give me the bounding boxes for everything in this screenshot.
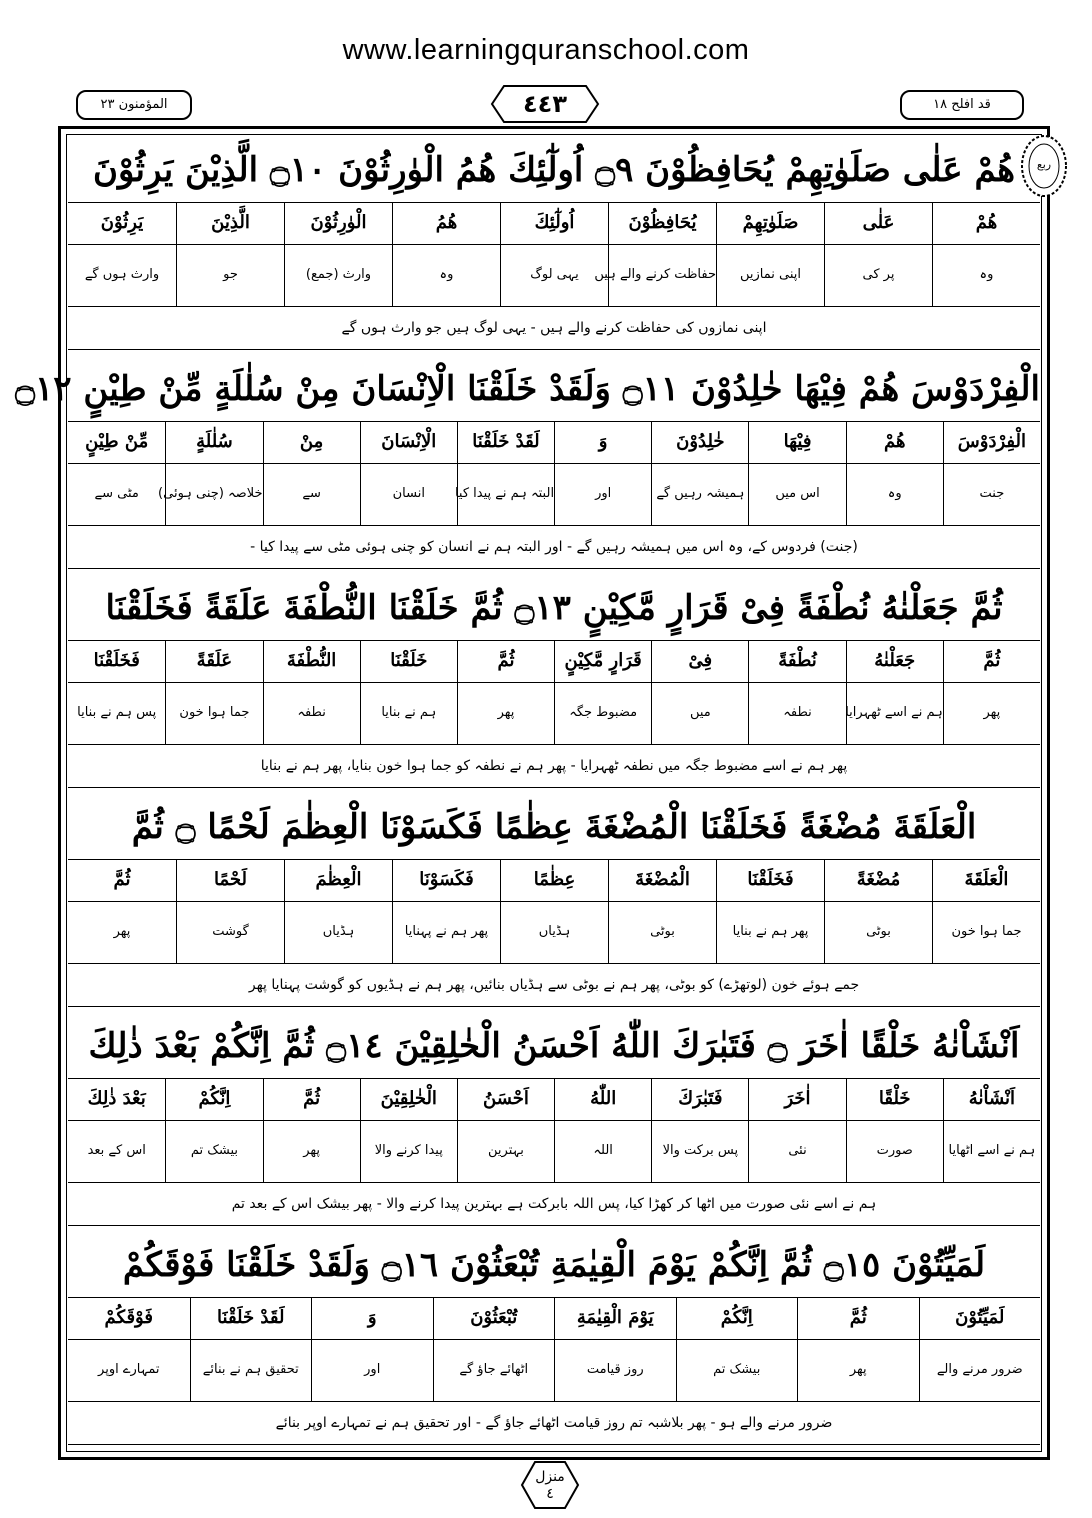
urdu-meaning-cell: یہی لوگ	[500, 245, 608, 307]
arabic-word-cell: ثُمَّ	[263, 1079, 360, 1121]
urdu-meaning-cell: پھر ہم نے بنایا	[716, 902, 824, 964]
urdu-meaning-cell: پھر	[943, 683, 1040, 745]
urdu-meaning-cell: بیشک تم	[165, 1121, 262, 1183]
page-number-text: ٤٤٣	[523, 90, 567, 118]
arabic-word-cell: صَلَوٰتِهِمْ	[716, 203, 824, 245]
urdu-meaning-cell: میں	[651, 683, 748, 745]
website-url: www.learningquranschool.com	[342, 34, 750, 66]
urdu-meaning-cell: نطفہ	[748, 683, 845, 745]
urdu-meaning-cell: بیشک تم	[676, 1340, 798, 1402]
urdu-meaning-cell: وارث (جمع)	[284, 245, 392, 307]
arabic-word-cell: فَتَبٰرَكَ	[651, 1079, 748, 1121]
urdu-meaning-cell: ہم نے اسے ٹھہرایا	[846, 683, 943, 745]
manzil-marker	[520, 1460, 580, 1510]
arabic-word-cell: عَلَقَةً	[165, 641, 262, 683]
urdu-meaning-cell: ہڈیاں	[500, 902, 608, 964]
urdu-meaning-cell: انسان	[360, 464, 457, 526]
word-row	[68, 421, 1040, 464]
meaning-row	[68, 1339, 1040, 1402]
arabic-word-cell: لَقَدْ خَلَقْنَا	[190, 1298, 312, 1340]
arabic-word-cell: ثُمَّ	[457, 641, 554, 683]
arabic-word-cell: هُمْ	[932, 203, 1040, 245]
arabic-word-cell: الْمُضْغَةَ	[608, 860, 716, 902]
arabic-word-cell: الْوٰرِثُوْنَ	[284, 203, 392, 245]
urdu-meaning-cell: گوشت	[176, 902, 284, 964]
urdu-meaning-cell: روز قیامت	[554, 1340, 676, 1402]
urdu-meaning-cell: حفاظت کرنے والے ہیں	[608, 245, 716, 307]
page-number	[490, 84, 600, 124]
arabic-word-cell: يُحَافِظُوْنَ	[608, 203, 716, 245]
urdu-meaning-cell: جو	[176, 245, 284, 307]
urdu-meaning-cell: پیدا کرنے والا	[360, 1121, 457, 1183]
urdu-meaning-cell: مضبوط جگہ	[554, 683, 651, 745]
arabic-word-cell: عِظٰمًا	[500, 860, 608, 902]
arabic-word-cell: اِنَّكُمْ	[676, 1298, 798, 1340]
arabic-word-cell: لَمَيِّتُوْنَ	[919, 1298, 1041, 1340]
urdu-meaning-cell: جما ہوا خون	[932, 902, 1040, 964]
arabic-word-cell: خَلْقًا	[846, 1079, 943, 1121]
urdu-meaning-cell: ضرور مرنے والے	[919, 1340, 1041, 1402]
urdu-meaning-cell: تحقیق ہم نے بنائے	[190, 1340, 312, 1402]
arabic-word-cell: مُضْغَةً	[824, 860, 932, 902]
arabic-word-cell: الْخٰلِقِيْنَ	[360, 1079, 457, 1121]
urdu-meaning-cell: سے	[263, 464, 360, 526]
arabic-verse-line: هُمْ عَلٰى صَلَوٰتِهِمْ يُحَافِظُوْنَ ۝٩ اُولٰٓئِكَ هُمُ الْوٰرِثُوْنَ ۝١٠ الَّذِيْنَ يَرِثُوْنَ	[92, 150, 1016, 190]
urdu-meaning-cell: صورت	[846, 1121, 943, 1183]
urdu-meaning-cell: بوٹی	[608, 902, 716, 964]
arabic-verse-line: لَمَيِّتُوْنَ ۝١٥ ثُمَّ اِنَّكُمْ يَوْمَ الْقِيٰمَةِ تُبْعَثُوْنَ ۝١٦ وَلَقَدْ خَلَقْنَا فَوْقَكُمْ	[122, 1245, 986, 1285]
urdu-meaning-cell: تمہارے اوپر	[98, 1362, 160, 1377]
arabic-word-cell: الْعِظٰمَ	[284, 860, 392, 902]
meaning-row	[68, 682, 1040, 745]
verse-section	[68, 1014, 1040, 1233]
arabic-word-cell: يَرِثُوْنَ	[100, 212, 144, 233]
arabic-word-cell: مِنْ	[263, 422, 360, 464]
urdu-translation-line: جمے ہوئے خون (لوتھڑے) کو بوٹی، پھر ہم نے بوٹی سے ہڈیاں بنائیں، پھر ہم نے ہڈیوں کو گوشت پہنایا پھر	[68, 963, 1040, 1007]
arabic-word-cell: مِّنْ طِيْنٍ	[85, 431, 149, 452]
manzil-number: ٤	[546, 1485, 554, 1502]
para-name-box: قد افلح ١٨	[900, 90, 1024, 120]
meaning-row	[68, 244, 1040, 307]
urdu-meaning-cell: بوٹی	[824, 902, 932, 964]
word-row	[68, 202, 1040, 245]
arabic-word-cell: الْفِرْدَوْسَ	[943, 422, 1040, 464]
meaning-row	[68, 463, 1040, 526]
urdu-meaning-cell: وہ	[932, 245, 1040, 307]
word-row	[68, 859, 1040, 902]
urdu-translation-line: ضرور مرنے والے ہو - پھر بلاشبہ تم روز قیامت اٹھائے جاؤ گے - اور تحقیق ہم نے تمہارے اوپر بنائے	[68, 1401, 1040, 1445]
urdu-meaning-cell: پھر ہم نے پہنایا	[392, 902, 500, 964]
arabic-word-cell: فَوْقَكُمْ	[104, 1307, 153, 1328]
urdu-meaning-cell: اس میں	[748, 464, 845, 526]
urdu-meaning-cell: ہمیشہ رہیں گے	[651, 464, 748, 526]
verse-section	[15, 357, 1040, 576]
verse-section	[68, 138, 1040, 357]
arabic-word-cell: لَحْمًا	[176, 860, 284, 902]
urdu-translation-line: ہم نے اسے نئی صورت میں اٹھا کر کھڑا کیا، پس اللہ بابرکت ہے بہترین پیدا کرنے والا - پھر بیشک اس کے بعد تم	[68, 1182, 1040, 1226]
urdu-translation-line: اپنی نمازوں کی حفاظت کرنے والے ہیں - یہی لوگ ہیں جو وارث ہوں گے	[68, 306, 1040, 350]
rub-marker-label: ربع	[1036, 158, 1052, 171]
urdu-meaning-cell: البتہ ہم نے پیدا کیا	[457, 464, 554, 526]
arabic-word-cell: النُّطْفَةَ	[263, 641, 360, 683]
urdu-meaning-cell: ہڈیاں	[284, 902, 392, 964]
urdu-translation-line: (جنت) فردوس کے، وہ اس میں ہمیشہ رہیں گے - اور البتہ ہم نے انسان کو چنی ہوئی مٹی سے پیدا کیا -	[68, 525, 1040, 569]
arabic-word-cell: فِيْهَا	[748, 422, 845, 464]
urdu-translation-line: پھر ہم نے اسے مضبوط جگہ میں نطفہ ٹھہرایا - پھر ہم نے نطفہ کو جما ہوا خون بنایا، پھر ہم نے بنایا	[68, 744, 1040, 788]
arabic-word-cell: جَعَلْنٰهُ	[846, 641, 943, 683]
arabic-word-cell: اُولٰٓئِكَ	[500, 203, 608, 245]
arabic-word-cell: ثُمَّ	[797, 1298, 919, 1340]
arabic-word-cell: الْعَلَقَةَ	[932, 860, 1040, 902]
urdu-meaning-cell: وہ	[846, 464, 943, 526]
verse-section	[68, 795, 1040, 1014]
urdu-meaning-cell: خلاصہ (چنی ہوئی)	[165, 464, 262, 526]
arabic-word-cell: فَكَسَوْنَا	[392, 860, 500, 902]
surah-name-box: المؤمنون ٢٣	[76, 90, 192, 120]
urdu-meaning-cell: پس برکت والا	[651, 1121, 748, 1183]
arabic-word-cell: اَنْشَاْنٰهُ	[943, 1079, 1040, 1121]
arabic-word-cell: ثُمَّ	[113, 869, 131, 890]
arabic-word-cell: فَخَلَقْنَا	[716, 860, 824, 902]
urdu-meaning-cell: نئی	[748, 1121, 845, 1183]
arabic-word-cell: بَعْدَ ذٰلِكَ	[87, 1088, 146, 1109]
arabic-word-cell: فِىْ	[651, 641, 748, 683]
urdu-meaning-cell: ہم نے بنایا	[360, 683, 457, 745]
urdu-meaning-cell: جنت	[943, 464, 1040, 526]
arabic-word-cell: الَّذِيْنَ	[176, 203, 284, 245]
urdu-meaning-cell: اللہ	[554, 1121, 651, 1183]
arabic-word-cell: هُمْ	[846, 422, 943, 464]
verse-section	[68, 1233, 1040, 1452]
verse-section	[68, 576, 1040, 795]
arabic-verse-line: الْعَلَقَةَ مُضْغَةً فَخَلَقْنَا الْمُضْغَةَ عِظٰمًا فَكَسَوْنَا الْعِظٰمَ لَحْمًا ۝ ثُمَّ	[131, 807, 977, 847]
urdu-meaning-cell: اور	[311, 1340, 433, 1402]
arabic-word-cell: الْاِنْسَانَ	[360, 422, 457, 464]
meaning-row	[68, 1120, 1040, 1183]
urdu-meaning-cell: پھر	[113, 924, 131, 939]
word-row	[68, 640, 1040, 683]
arabic-word-cell: نُطْفَةً	[748, 641, 845, 683]
urdu-meaning-cell: اپنی نمازیں	[716, 245, 824, 307]
arabic-word-cell: يَوْمَ الْقِيٰمَةِ	[554, 1298, 676, 1340]
arabic-word-cell: عَلٰى	[824, 203, 932, 245]
word-row	[68, 1078, 1040, 1121]
arabic-verse-line: اَنْشَاْنٰهُ خَلْقًا اٰخَرَ ۝ فَتَبٰرَكَ اللّٰهُ اَحْسَنُ الْخٰلِقِيْنَ ۝١٤ ثُمَّ اِنَّكُمْ بَعْدَ ذٰلِكَ	[88, 1026, 1020, 1066]
urdu-meaning-cell: اس کے بعد	[87, 1143, 146, 1158]
arabic-word-cell: اَحْسَنُ	[457, 1079, 554, 1121]
urdu-meaning-cell: ہم نے اسے اٹھایا	[943, 1121, 1040, 1183]
arabic-word-cell: فَخَلَقْنَا	[93, 650, 140, 671]
arabic-word-cell: خٰلِدُوْنَ	[651, 422, 748, 464]
arabic-word-cell: اِنَّكُمْ	[165, 1079, 262, 1121]
arabic-word-cell: سُلٰلَةٍ	[165, 422, 262, 464]
arabic-word-cell: خَلَقْنَا	[360, 641, 457, 683]
meaning-row	[68, 901, 1040, 964]
arabic-word-cell: لَقَدْ خَلَقْنَا	[457, 422, 554, 464]
urdu-meaning-cell: نطفہ	[263, 683, 360, 745]
arabic-verse-line: ثُمَّ جَعَلْنٰهُ نُطْفَةً فِىْ قَرَارٍ مَّكِيْنٍ ۝١٣ ثُمَّ خَلَقْنَا النُّطْفَةَ عَلَقَةً فَخَلَقْنَا	[105, 588, 1003, 628]
arabic-word-cell: قَرَارٍ مَّكِيْنٍ	[554, 641, 651, 683]
manzil-label: منزل	[535, 1469, 565, 1485]
arabic-word-cell: تُبْعَثُوْنَ	[433, 1298, 555, 1340]
word-row	[68, 1297, 1040, 1340]
arabic-word-cell: وَ	[311, 1298, 433, 1340]
arabic-verse-line: الْفِرْدَوْسَ هُمْ فِيْهَا خٰلِدُوْنَ ۝١١ وَلَقَدْ خَلَقْنَا الْاِنْسَانَ مِنْ سُلٰلَةٍ مِّنْ طِيْنٍ ۝١٢	[15, 369, 1040, 409]
arabic-word-cell: هُمُ	[392, 203, 500, 245]
urdu-meaning-cell: اٹھائے جاؤ گے	[433, 1340, 555, 1402]
urdu-meaning-cell: پر کی	[824, 245, 932, 307]
urdu-meaning-cell: وارث ہوں گے	[84, 267, 160, 282]
arabic-word-cell: اٰخَرَ	[748, 1079, 845, 1121]
urdu-meaning-cell: پس ہم نے بنایا	[77, 705, 157, 720]
urdu-meaning-cell: مٹی سے	[94, 486, 139, 501]
arabic-word-cell: وَ	[554, 422, 651, 464]
urdu-meaning-cell: بہترین	[457, 1121, 554, 1183]
arabic-word-cell: ثُمَّ	[943, 641, 1040, 683]
urdu-meaning-cell: پھر	[263, 1121, 360, 1183]
urdu-meaning-cell: پھر	[457, 683, 554, 745]
urdu-meaning-cell: اور	[554, 464, 651, 526]
urdu-meaning-cell: پھر	[797, 1340, 919, 1402]
urdu-meaning-cell: وہ	[392, 245, 500, 307]
urdu-meaning-cell: جما ہوا خون	[165, 683, 262, 745]
arabic-word-cell: اللّٰهُ	[554, 1079, 651, 1121]
